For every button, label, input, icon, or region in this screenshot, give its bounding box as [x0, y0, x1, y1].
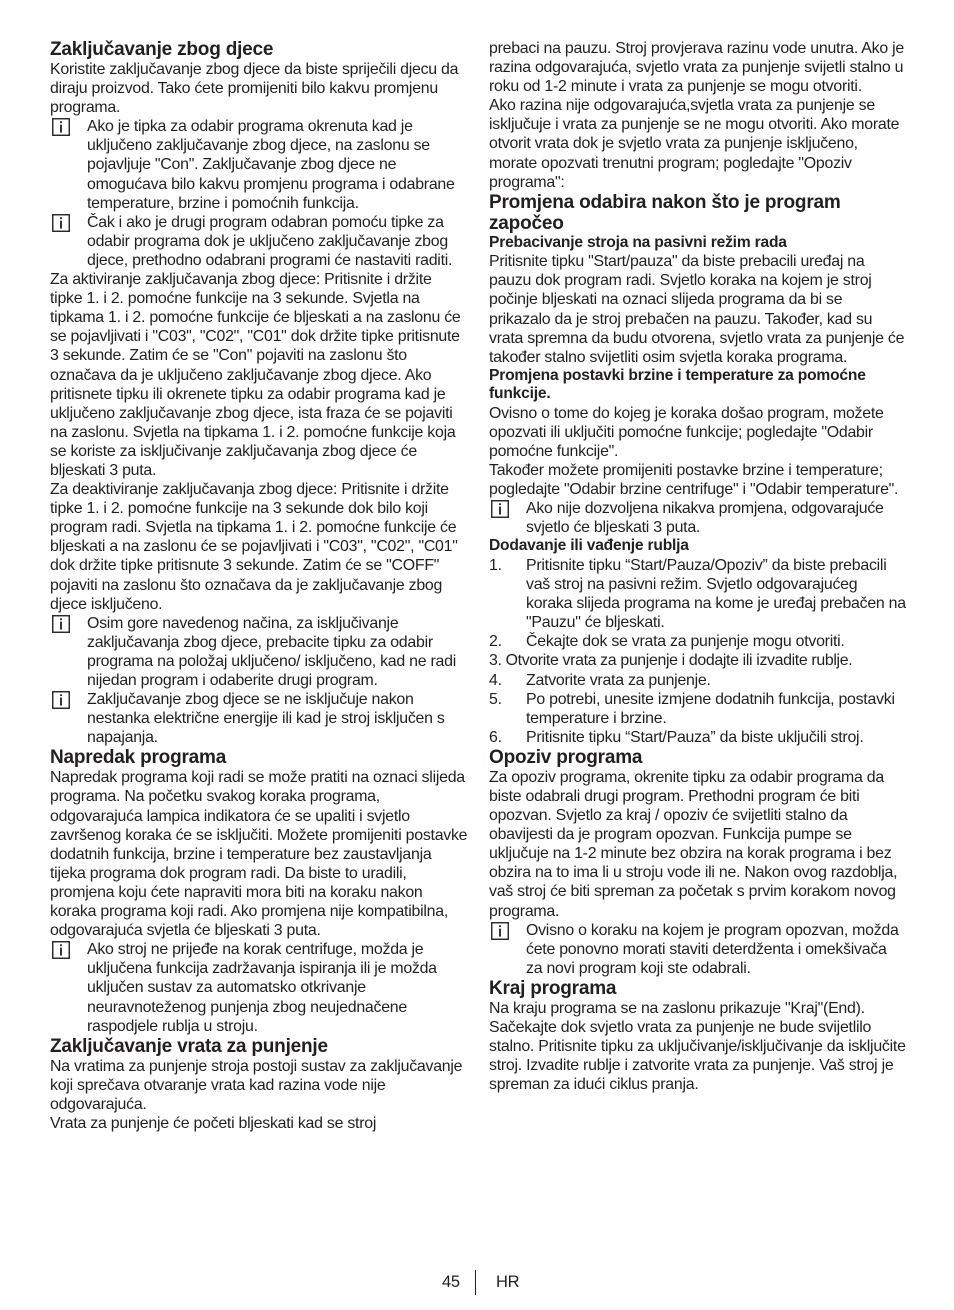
speed-body-2: Također možete promijeniti postavke brzine i temperature; pogledajte "Odabir brzine centrifuge" i "Odabir temperature".: [489, 462, 899, 499]
info-note-text: Ako nije dozvoljena nikakva promjena, odgovarajuće svjetlo će bljeskati 3 puta.: [526, 500, 884, 537]
info-icon: [52, 118, 70, 136]
end-heading: Kraj programa: [489, 977, 617, 999]
step-number: 3.: [489, 652, 502, 670]
info-note: [50, 690, 468, 747]
step-text: Pritisnite tipku “Start/Pauza” da biste uključili stroj.: [526, 728, 864, 746]
cancel-body: Za opoziv programa, okrenite tipku za odabir programa da biste odabrali drugi program. Prethodni program će biti opozvan. Svjetlo za kraj / opoziv će svijetliti stalno da obavijesti da je program opozvan. Funkcija pumpe se uključuje na 1-2 minute bez obzira na korak programa i bez obzira na to ima li u stroju vode ili ne. Nakon ovog razdoblja, vaš stroj će biti spreman za početak s prvim korakom novog programa.: [489, 768, 898, 920]
cancel-heading: Opoziv programa: [489, 746, 643, 768]
pause-body: Pritisnite tipku "Start/pauza" da biste prebacili uređaj na pauzu dok program radi. Svjetlo koraka na kojem je stroj počinje bljeskati na oznaci slijeda programa da bi se prikazalo da je stroj prebačen na pauzu. Također, kad su vrata spremna da budu otvorena, svjetlo vrata za punjenje će također stalno svijetliti osim svjetla koraka programa.: [489, 253, 905, 366]
info-icon: [52, 941, 70, 959]
page-number: 45: [442, 1273, 460, 1291]
door-lock-heading: Zaključavanje vrata za punjenje: [50, 1035, 328, 1057]
info-note-text: Ako stroj ne prijeđe na korak centrifuge, možda je uključena funkcija zadržavanja ispiranja ili je možda uključen sustav za automatsko otkrivanje neuravnoteženog punjenja zbog neujednačene raspodjele rublja u stroju.: [87, 941, 437, 1035]
info-note-text: Osim gore navedenog načina, za isključivanje zaključavanja zbog djece, prebacite tipku za odabir programa na položaj uključeno/ isključeno, kad ne radi nijedan program i odaberite drugi program.: [87, 614, 456, 689]
laundry-subheading: Dodavanje ili vađenje rublja: [489, 537, 689, 555]
step-item: [489, 632, 907, 651]
step-number: 6.: [489, 728, 502, 746]
info-icon: [491, 500, 509, 518]
footer-divider: [475, 1270, 476, 1295]
info-icon: [52, 214, 70, 232]
step-text: Pritisnite tipku “Start/Pauza/Opoziv” da biste prebacili vaš stroj na pasivni režim. Svjetlo odgovarajućeg koraka slijeda programa na kome je uređaj prebačen na "Pauzu" će bljeskati.: [526, 556, 906, 632]
info-icon: [491, 922, 509, 940]
info-note-text: Ako je tipka za odabir programa okrenuta kad je uključeno zaključavanje zbog djece, na zaslonu se pojavljuje "Con". Zaključavanje zbog djece ne omogućava bilo kakvu promjenu programa i odabrane temperature, brzine i pomoćnih funkcija.: [87, 118, 455, 212]
door-lock-body-2: Vrata za punjenje će početi bljeskati kad se stroj: [50, 1114, 377, 1132]
child-lock-heading: Zaključavanje zbog djece: [50, 39, 274, 60]
step-text: Po potrebi, unesite izmjene dodatnih funkcija, postavki temperature i brzine.: [526, 690, 895, 727]
child-lock-activate: Za aktiviranje zaključavanja zbog djece: Pritisnite i držite tipke 1. i 2. pomoćne funkcije na 3 sekunde. Svjetla na tipkama 1. i 2. pomoćne funkcije će bljeskati a na zaslonu će se pojavljivati i "C03", "C02", "C01" dok držite tipke pritisnute 3 sekunde. Zatim će se "Con" pojaviti na zaslonu što označava da je uključeno zaključavanje zbog djece. Ako pritisnete tipku ili okrenete tipku za odabir programa kad je uključeno zaključavanje zbog djece, ista fraza će se pojaviti na zaslonu. Svjetla na tipkama 1. i 2. pomoćne funkcije koja se koriste za isključivanje zaključavanja zbog djece će bljeskati 3 puta.: [50, 271, 461, 479]
change-heading: Promjena odabira nakon što je program započeo: [489, 191, 841, 234]
step-item: [489, 690, 907, 728]
progress-body: Napredak programa koji radi se može pratiti na oznaci slijeda programa. Na početku svakog koraka programa, odgovarajuća lampica indikatora će se upaliti i svjetlo završenog koraka će se isključiti. Možete promijeniti postavke dodatnih funkcija, brzine i temperature bez zaustavljanja tijeka programa dok program radi. Da biste to uradili, promjena koju ćete napraviti mora biti na koraku nakon koraka programa koji radi. Ako promjena nije kompatibilna, odgovarajuća svjetla će bljeskati 3 puta.: [50, 769, 468, 940]
info-note: [50, 117, 468, 212]
left-column: [50, 39, 468, 1133]
step-number: 5.: [489, 690, 502, 708]
info-note: [50, 614, 468, 690]
step-item: [489, 651, 907, 670]
info-note-text: Zaključavanje zbog djece se ne isključuje nakon nestanka električne energije ili kad je stroj isključen s napajanja.: [87, 691, 445, 747]
info-icon: [52, 615, 70, 633]
info-note-text: Čak i ako je drugi program odabran pomoću tipke za odabir programa dok je uključeno zaključavanje zbog djece, prethodno odabrani programi će nastaviti raditi.: [87, 213, 453, 269]
door-lock-continued-2: Ako razina nije odgovarajuća,svjetla vrata za punjenje se isključuje i vrata za punjenje se ne mogu otvoriti. Ako morate otvorit vrata dok je svjetlo vrata za punjenje isključeno, morate opozvati trenutni program; pogledajte "Opoziv programa":: [489, 97, 900, 191]
step-number: 4.: [489, 671, 502, 689]
info-note: [50, 940, 468, 1035]
door-lock-body: Na vratima za punjenje stroja postoji sustav za zaključavanje koji sprečava otvaranje vrata kad razina vode nije odgovarajuća.: [50, 1057, 463, 1113]
page-footer: [0, 1270, 954, 1298]
step-item: [489, 671, 907, 690]
info-icon: [52, 691, 70, 709]
child-lock-intro: Koristite zaključavanje zbog djece da biste spriječili djecu da diraju proizvod. Tako ćete promijeniti bilo kakvu promjenu programa.: [50, 61, 459, 117]
end-body: Na kraju programa se na zaslonu prikazuje "Kraj"(End). Sačekajte dok svjetlo vrata za punjenje ne bude svijetlilo stalno. Pritisnite tipku za uključivanje/isključivanje da isključite stroj. Izvadite rublje i zatvorite vrata za punjenje. Vaš stroj je spreman za idući ciklus pranja.: [489, 999, 906, 1094]
progress-heading: Napredak programa: [50, 747, 227, 769]
step-text: Otvorite vrata za punjenje i dodajte ili izvadite rublje.: [505, 652, 853, 670]
info-note: [489, 921, 907, 978]
speed-body: Ovisno o tome do kojeg je koraka došao program, možete opozvati ili uključiti pomoćne funkcije; pogledajte "Odabir pomoćne funkcije".: [489, 404, 884, 460]
info-note: [50, 213, 468, 270]
step-item: [489, 556, 907, 632]
step-number: 1.: [489, 556, 502, 574]
right-column: [489, 39, 907, 1094]
step-text: Zatvorite vrata za punjenje.: [526, 671, 711, 689]
child-lock-deactivate: Za deaktiviranje zaključavanja zbog djece: Pritisnite i držite tipke 1. i 2. pomoćne funkcije na 3 sekunde dok bilo koji program radi. Svjetla na tipkama 1. i 2. pomoćne funkcije će bljeskati a na zaslonu će se pojavljivati i "C03", "C02", "C01" dok držite tipke pritisnute 3 sekunde. Zatim će se "COFF" pojaviti na zaslonu što označava da je zaključavanje zbog djece isključeno.: [50, 481, 458, 613]
step-item: [489, 728, 907, 747]
info-note-text: Ovisno o koraku na kojem je program opozvan, možda ćete ponovno morati staviti deterdženta i omekšivača za novi program koji ste odabrali.: [526, 921, 899, 977]
pause-subheading: Prebacivanje stroja na pasivni režim rada: [489, 233, 787, 251]
speed-subheading: Promjena postavki brzine i temperature za pomoćne funkcije.: [489, 366, 866, 403]
info-note: [489, 499, 907, 537]
door-lock-continued: prebaci na pauzu. Stroj provjerava razinu vode unutra. Ako je razina odgovarajuća, svjetlo vrata za punjenje svijetli stalno u roku od 1-2 minute i vrata za punjenje se mogu otvoriti.: [489, 40, 904, 96]
language-code: HR: [496, 1273, 520, 1291]
step-text: Čekajte dok se vrata za punjenje mogu otvoriti.: [526, 633, 845, 651]
step-number: 2.: [489, 633, 502, 651]
